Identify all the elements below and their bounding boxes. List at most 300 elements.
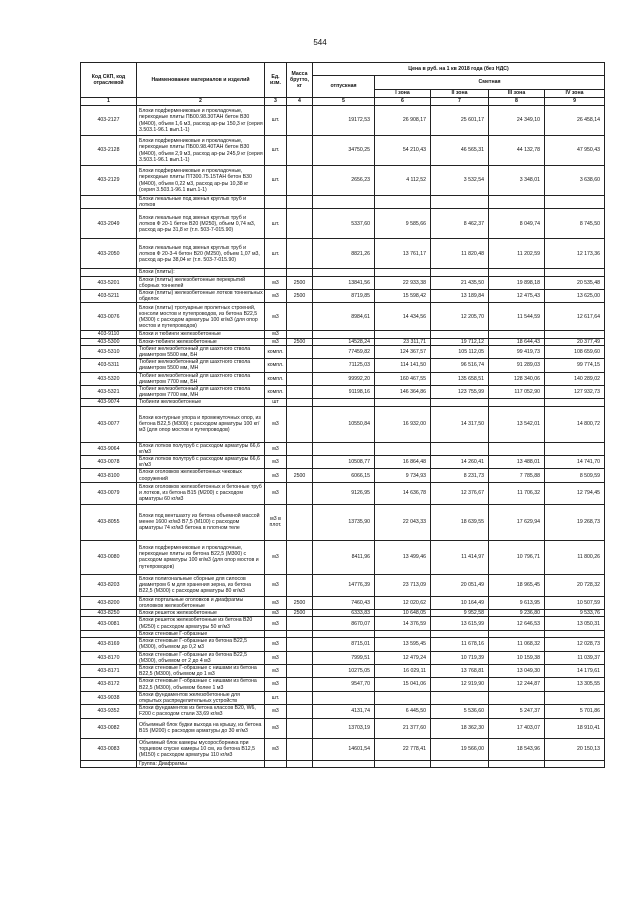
row-mass [287,456,313,469]
price-table [80,62,605,768]
row-zone-1-price: 14 434,56 [375,303,431,331]
header-code: Код СКП, код отраслевой [81,63,137,98]
table-row [81,399,605,406]
row-unit: м3 [265,482,287,504]
table-row [81,290,605,303]
row-unit: м3 [265,678,287,691]
row-zone-3-price: 5 247,37 [489,705,545,718]
row-mass [287,760,313,767]
row-zone-3-price: 24 349,10 [489,106,545,136]
row-unit: м3 [265,469,287,482]
row-zone-3-price: 17 403,07 [489,718,545,738]
row-zone-2-price: 11 820,48 [431,239,489,269]
row-unit: м3 [265,290,287,303]
row-mass: 2500 [287,610,313,617]
row-zone-1-price [375,331,431,338]
row-zone-4-price: 140 289,02 [545,372,605,385]
table-row [81,239,605,269]
row-mass [287,738,313,760]
row-zone-4-price: 11 039,37 [545,651,605,664]
header-unit: Ед. изм. [265,63,287,98]
column-number-row [81,98,605,106]
row-zone-1-price: 160 467,55 [375,372,431,385]
header-release-price: отпускная [313,76,375,98]
row-zone-4-price: 20 377,49 [545,338,605,345]
row-mass [287,718,313,738]
row-release-price: 8984,61 [313,303,375,331]
row-zone-1-price: 9 585,66 [375,209,431,239]
row-release-price: 7460,43 [313,596,375,609]
row-zone-4-price: 5 701,86 [545,705,605,718]
row-name: Блоки (плиты) тротуарные пролетных строений, консоли мостов и путепроводов, из бетона В22,5 (М300) с расходом арматуры 100 кг/м3 (для опор мостов и путепроводов) [137,303,265,331]
row-zone-2-price: 105 112,05 [431,345,489,358]
row-mass [287,269,313,276]
row-code: 403-0082 [81,718,137,738]
row-mass [287,359,313,372]
row-zone-3-price [489,442,545,455]
row-zone-3-price: 18 644,43 [489,338,545,345]
row-zone-4-price: 108 659,60 [545,345,605,358]
row-zone-2-price [431,399,489,406]
row-zone-2-price [431,331,489,338]
row-mass [287,574,313,596]
row-code: 403-9110 [81,331,137,338]
row-mass: 2500 [287,290,313,303]
row-name: Блоки решеток железобетонные [137,610,265,617]
row-unit: м3 [265,651,287,664]
row-release-price: 13735,90 [313,504,375,540]
header-price-group: Цена в руб. на 1 кв 2018 года (без НДС) [313,63,605,76]
table-row [81,345,605,358]
row-release-price: 71125,03 [313,359,375,372]
row-zone-1-price: 14 636,78 [375,482,431,504]
row-code: 403-0079 [81,482,137,504]
row-unit: шт. [265,166,287,196]
row-mass [287,209,313,239]
row-code: 403-8169 [81,638,137,651]
table-row [81,638,605,651]
header-mass: Масса брутто, кг [287,63,313,98]
table-row [81,276,605,289]
row-unit: м3 [265,406,287,442]
col-num: 2 [137,98,265,106]
header-zone-3: III зона [489,90,545,98]
row-unit: м3 [265,718,287,738]
row-zone-3-price: 11 544,59 [489,303,545,331]
row-zone-3-price: 117 052,90 [489,386,545,399]
row-zone-2-price: 8 462,37 [431,209,489,239]
row-name: Блоки (плиты) железобетонные лотков тоннельных обделок [137,290,265,303]
row-mass: 2500 [287,469,313,482]
row-name: Блоки стеновые Г-образные из бетона В22,5 (М300), объемом от 2 до 4 м3 [137,651,265,664]
row-code: 403-2127 [81,106,137,136]
row-zone-3-price: 19 898,18 [489,276,545,289]
row-mass [287,482,313,504]
row-mass [287,399,313,406]
row-zone-4-price: 14 741,70 [545,456,605,469]
row-zone-3-price [489,630,545,637]
row-code: 403-8250 [81,610,137,617]
row-mass: 2500 [287,338,313,345]
row-name: Блоки контурные упора и промежуточных опор, из бетона В22,5 (М300) с расходом арматуры 100 кг/м3 (для опор мостов и путепроводов) [137,406,265,442]
row-zone-4-price: 14 800,72 [545,406,605,442]
table-row [81,574,605,596]
row-name: Блоки (плиты) железобетонные перекрытий сборных тоннелей [137,276,265,289]
row-zone-3-price: 8 049,74 [489,209,545,239]
row-mass [287,630,313,637]
table-row [81,705,605,718]
row-mass [287,406,313,442]
table-row [81,209,605,239]
table-row [81,738,605,760]
row-unit: шт. [265,691,287,704]
row-code: 403-8203 [81,574,137,596]
row-name: Блоки лекальные под звенья круглых труб и лотков [137,196,265,209]
row-zone-3-price: 10 159,38 [489,651,545,664]
row-zone-1-price: 12 479,24 [375,651,431,664]
row-name: Блоки подфермениковые и прокладочные, переходные плиты ПБ00.98.30ТАН бетон В30 (М400), объем 1,6 м3, расход ар-ры 150,3 кг (серия 3.503.1-96.1 вып.1-1) [137,106,265,136]
table-row [81,630,605,637]
row-zone-4-price [545,442,605,455]
row-zone-4-price: 13 305,55 [545,678,605,691]
row-zone-2-price: 13 189,84 [431,290,489,303]
row-mass [287,651,313,664]
row-code: 403-0078 [81,456,137,469]
row-name: Блоки стеновые Г-образные из бетона В22,5 (М300), объемом до 0,2 м3 [137,638,265,651]
row-zone-4-price [545,630,605,637]
col-num: 6 [375,98,431,106]
row-zone-2-price [431,760,489,767]
row-release-price: 13703,19 [313,718,375,738]
row-zone-4-price: 19 268,73 [545,504,605,540]
table-row [81,596,605,609]
row-zone-2-price [431,630,489,637]
row-zone-4-price: 12 028,73 [545,638,605,651]
row-zone-4-price: 20 535,48 [545,276,605,289]
table-row [81,691,605,704]
row-release-price [313,331,375,338]
row-zone-4-price: 20 150,13 [545,738,605,760]
row-mass [287,345,313,358]
header-zone-1: I зона [375,90,431,98]
table-row [81,372,605,385]
row-zone-3-price: 44 132,78 [489,136,545,166]
row-unit: м3 [265,331,287,338]
row-zone-1-price: 22 043,33 [375,504,431,540]
row-name: Блоки стеновые Г-образные [137,630,265,637]
row-zone-2-price: 11 414,97 [431,540,489,574]
row-zone-1-price: 54 210,43 [375,136,431,166]
row-name: Блоки фундаментов из бетона классов В20, W6, F200 с расходом стали 33,69 кг/м3 [137,705,265,718]
row-zone-4-price [545,331,605,338]
row-zone-1-price: 9 734,93 [375,469,431,482]
row-code [81,196,137,209]
row-zone-1-price: 114 141,50 [375,359,431,372]
row-release-price [313,196,375,209]
row-zone-1-price: 16 932,00 [375,406,431,442]
table-row [81,540,605,574]
page-number: 544 [313,38,327,47]
row-zone-2-price: 12 205,70 [431,303,489,331]
row-zone-4-price: 14 179,61 [545,664,605,677]
row-zone-4-price [545,691,605,704]
row-code: 403-8100 [81,469,137,482]
row-code: 403-8170 [81,651,137,664]
row-zone-4-price: 18 910,41 [545,718,605,738]
table-row [81,504,605,540]
row-name: Блоки полигональные сборные для силосов диаметром 6 м для хранения зерна, из бетона В22,5 (М300) с расходом арматуры 80 кг/м3 [137,574,265,596]
row-mass [287,504,313,540]
row-zone-2-price: 18 639,55 [431,504,489,540]
row-name: Блоки лотков полутруб с расходом арматуры 66,6 кг/м3 [137,442,265,455]
table-row [81,664,605,677]
row-code: 403-9074 [81,399,137,406]
row-zone-2-price: 25 601,17 [431,106,489,136]
row-zone-3-price [489,196,545,209]
row-zone-1-price [375,442,431,455]
row-zone-2-price [431,269,489,276]
row-code: 403-0083 [81,738,137,760]
row-zone-1-price: 14 376,59 [375,617,431,630]
row-code: 403-5311 [81,359,137,372]
row-code: 403-0076 [81,303,137,331]
row-zone-4-price: 12 794,45 [545,482,605,504]
header-estimate: Сметная [375,76,605,90]
row-name: Блоки подфермениковые и прокладочные, переходные плиты ПБ00.98.40ТАН бетон В30 (М400), объем 2,9 м3, расход ар-ры 245,9 кг (серия 3.503.1-96.1 вып.1-1) [137,136,265,166]
row-zone-3-price: 18 965,45 [489,574,545,596]
row-code: 403-2049 [81,209,137,239]
table-row [81,442,605,455]
table-row [81,106,605,136]
row-zone-3-price [489,269,545,276]
row-zone-2-price: 19 566,00 [431,738,489,760]
row-unit: м3 [265,442,287,455]
table-row [81,610,605,617]
price-table-body [81,106,605,768]
row-mass: 2500 [287,596,313,609]
row-name: Группа: Диафрагмы [137,760,265,767]
row-release-price: 14776,39 [313,574,375,596]
row-name: Объемный блок будки выхода на крышу, из бетона В15 (М200) с расходом арматуры до 30 кг/м3 [137,718,265,738]
row-zone-4-price [545,196,605,209]
row-zone-2-price [431,196,489,209]
col-num: 4 [287,98,313,106]
row-zone-3-price: 13 488,01 [489,456,545,469]
row-unit: м3 [265,540,287,574]
row-zone-1-price [375,630,431,637]
row-unit: шт. [265,106,287,136]
row-unit: компл. [265,359,287,372]
row-name: Блоки подфермениковые и прокладочные, переходные плиты из бетона В22,5 (М300) с расходом арматуры 100 кг/м3 (для опор мостов и путепроводов) [137,540,265,574]
row-zone-1-price: 26 908,17 [375,106,431,136]
row-zone-3-price [489,331,545,338]
row-zone-3-price: 13 049,30 [489,664,545,677]
row-name: Блоки-тюбинги железобетонные [137,338,265,345]
row-unit [265,760,287,767]
row-release-price: 14528,24 [313,338,375,345]
row-code: 403-2128 [81,136,137,166]
row-name: Блоки лотков полутруб с расходом арматуры 66,6 кг/м3 [137,456,265,469]
row-zone-4-price: 12 617,64 [545,303,605,331]
row-unit: м3 в плот. [265,504,287,540]
row-code: 403-5201 [81,276,137,289]
row-name: Блоки оголовков железобетонных чековых сооружений [137,469,265,482]
row-release-price: 9547,70 [313,678,375,691]
row-zone-1-price [375,269,431,276]
row-zone-4-price [545,269,605,276]
row-name: Блоки лекальные под звенья круглых труб и лотков Ф 20-1 бетон В20 (М250), объем 0,74 м3, расход ар-ры 31,8 кг (т.п. 503-7-015.90) [137,209,265,239]
row-zone-4-price [545,399,605,406]
row-unit: м3 [265,638,287,651]
row-code: 403-9352 [81,705,137,718]
row-release-price: 99992,20 [313,372,375,385]
row-zone-2-price: 13 615,99 [431,617,489,630]
row-zone-4-price: 13 050,31 [545,617,605,630]
row-zone-2-price: 10 164,49 [431,596,489,609]
row-name: Тюбинг железобетонный для шахтного ствола диаметром 5500 мм, БН [137,345,265,358]
table-row [81,456,605,469]
header-zone-4: IV зона [545,90,605,98]
row-unit: м3 [265,456,287,469]
row-zone-1-price: 23 311,71 [375,338,431,345]
row-zone-1-price: 13 499,46 [375,540,431,574]
row-mass [287,196,313,209]
row-zone-3-price: 128 340,06 [489,372,545,385]
row-release-price [313,760,375,767]
row-name: Блоки стеновые Г-образные с нишами из бетона В22,5 (М300), объемом до 1 м3 [137,664,265,677]
row-zone-4-price: 127 932,73 [545,386,605,399]
row-unit: шт. [265,209,287,239]
table-row [81,718,605,738]
row-zone-1-price: 124 367,57 [375,345,431,358]
row-zone-3-price: 91 289,03 [489,359,545,372]
row-release-price: 6066,15 [313,469,375,482]
row-zone-3-price: 18 543,96 [489,738,545,760]
row-zone-4-price: 20 728,32 [545,574,605,596]
table-row [81,651,605,664]
row-zone-3-price: 17 629,94 [489,504,545,540]
row-code [81,269,137,276]
row-release-price: 14601,54 [313,738,375,760]
row-mass [287,617,313,630]
row-release-price: 8821,26 [313,239,375,269]
row-zone-1-price: 13 761,17 [375,239,431,269]
row-name: Блоки фундаментов железобетонные для открытых распределительных устройств [137,691,265,704]
row-mass [287,331,313,338]
row-zone-3-price: 12 646,53 [489,617,545,630]
row-release-price: 91198,16 [313,386,375,399]
row-unit: шт [265,399,287,406]
row-zone-1-price: 16 864,48 [375,456,431,469]
row-name: Объемный блок камеры мусоросборника при торцевом спуске камеры 10 см, из бетона В12,5 (М150) с расходом арматуры 110 кг/м3 [137,738,265,760]
row-mass [287,166,313,196]
row-name: Блоки решеток железобетонные из бетона В20 (М250) с расходом арматуры 50 кг/м3 [137,617,265,630]
row-mass [287,442,313,455]
row-code: 403-8171 [81,664,137,677]
row-zone-3-price: 99 419,73 [489,345,545,358]
row-release-price: 8715,01 [313,638,375,651]
row-name: Тюбинг железобетонный для шахтного ствола диаметром 7700 мм, МН [137,386,265,399]
row-release-price: 10275,05 [313,664,375,677]
row-zone-2-price: 8 231,73 [431,469,489,482]
row-name: Блоки стеновые Г-образные с нишами из бетона В22,5 (М300), объемом более 1 м3 [137,678,265,691]
row-mass [287,106,313,136]
row-zone-4-price: 10 507,59 [545,596,605,609]
row-mass [287,540,313,574]
row-zone-4-price: 8 745,50 [545,209,605,239]
table-row [81,269,605,276]
row-zone-4-price [545,760,605,767]
col-num: 3 [265,98,287,106]
row-code: 403-2129 [81,166,137,196]
row-mass [287,303,313,331]
row-release-price: 7999,51 [313,651,375,664]
table-row [81,482,605,504]
row-zone-4-price: 99 774,15 [545,359,605,372]
row-name: Тюбинг железобетонный для шахтного ствола диаметром 7700 мм, БН [137,372,265,385]
row-zone-2-price [431,691,489,704]
row-mass [287,664,313,677]
row-zone-1-price [375,399,431,406]
row-mass [287,691,313,704]
row-mass [287,372,313,385]
row-name: Блоки под вентшахту из бетона объемной массой менее 1600 кг/м3 В7,5 (М100) с расходом арматуры 74 кг/м3 бетона в плотном теле [137,504,265,540]
row-zone-2-price: 5 536,60 [431,705,489,718]
row-release-price: 9126,95 [313,482,375,504]
row-release-price [313,691,375,704]
row-code: 403-9038 [81,691,137,704]
row-unit: м3 [265,276,287,289]
table-row [81,166,605,196]
table-row [81,617,605,630]
row-zone-1-price [375,691,431,704]
row-name: Тюбинг железобетонный для шахтного ствола диаметром 5500 мм, МН [137,359,265,372]
row-release-price: 4131,74 [313,705,375,718]
col-num: 8 [489,98,545,106]
row-zone-2-price: 18 362,30 [431,718,489,738]
row-release-price: 10550,84 [313,406,375,442]
row-zone-3-price: 10 796,71 [489,540,545,574]
header-name: Наименование материалов и изделий [137,63,265,98]
row-name: Блоки подфермениковые и прокладочные, переходные плиты ПТ300.75.15ТАН бетон В30 (М400), объем 0,22 м3, расход ар-ры 10,38 кг (серия 3.503.1-96.1 вып.1-1) [137,166,265,196]
row-zone-4-price: 26 458,14 [545,106,605,136]
row-code: 403-2050 [81,239,137,269]
row-zone-2-price: 21 435,50 [431,276,489,289]
row-zone-2-price: 11 678,16 [431,638,489,651]
table-row [81,303,605,331]
row-code: 403-9064 [81,442,137,455]
row-unit: м3 [265,705,287,718]
row-zone-1-price: 22 933,38 [375,276,431,289]
row-release-price [313,269,375,276]
col-num: 7 [431,98,489,106]
row-name: Блоки оголовков железобетонных и бетонные труб и лотков, из бетона В15 (М200) с расходом арматуры 60 кг/м3 [137,482,265,504]
row-zone-3-price: 11 068,32 [489,638,545,651]
row-zone-1-price: 10 648,05 [375,610,431,617]
row-zone-3-price [489,760,545,767]
row-release-price: 10508,77 [313,456,375,469]
row-zone-3-price: 11 706,32 [489,482,545,504]
row-mass [287,705,313,718]
row-zone-1-price: 22 778,41 [375,738,431,760]
row-zone-2-price: 12 376,67 [431,482,489,504]
row-zone-1-price: 15 041,06 [375,678,431,691]
row-code: 403-8055 [81,504,137,540]
row-code: 403-5310 [81,345,137,358]
row-release-price [313,442,375,455]
table-row [81,338,605,345]
row-zone-2-price: 96 516,74 [431,359,489,372]
